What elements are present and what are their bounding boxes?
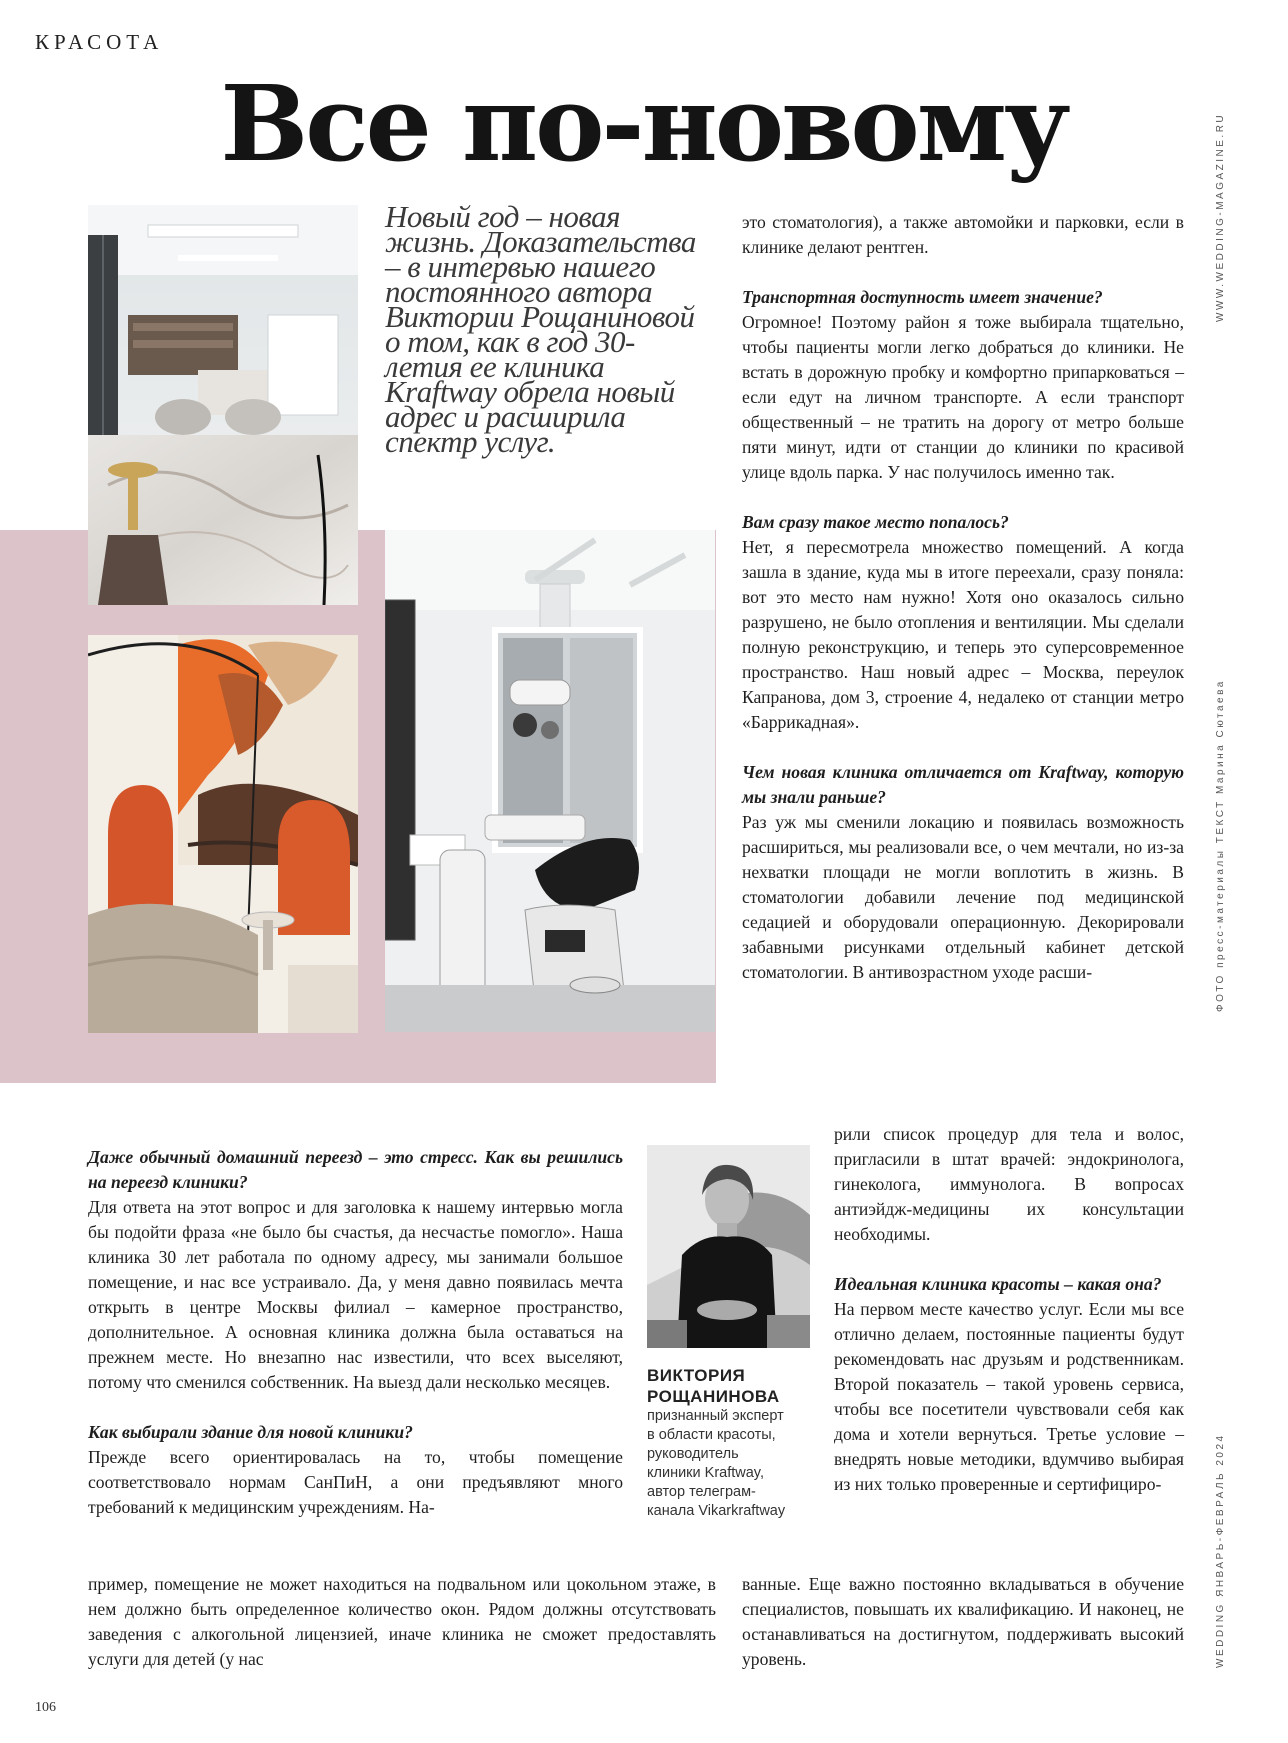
answer-4: Нет, я пересмотрела множество помещений. А когда зашла в здание, куда мы в итоге переехали, сразу поняла: вот это место нам нужно! Хотя оно оказалось сильно разрушено, не было отопления и вентиляции. Мы сделали полную реконструкцию, и теперь это суперсовременное пространство. Наш новый адрес – Москва, переулок Капранова, дом 3, строение 4, недалеко от станции метро «Баррикадная». [742, 537, 1184, 732]
answer-6: На первом месте качество услуг. Если мы все отлично делаем, постоянные пациенты будут рекомендовать нас друзьям и родственникам. Второй показатель – такой уровень сервиса, чтобы все посетители чувствовали себя как дома и хотели вернуться. Третье условие – внедрять новые методики, вдумчиво выбирая из них только проверенные и сертифициро- [834, 1299, 1184, 1494]
question-4: Вам сразу такое место попалось? [742, 512, 1009, 532]
lounge-photo [88, 635, 358, 1033]
article-title: Все по-новому [220, 62, 1068, 185]
question-3: Транспортная доступность имеет значение? [742, 287, 1103, 307]
left-column [88, 1145, 623, 1520]
caption-desc-2: в области красоты, [647, 1427, 776, 1443]
lobby-photo [88, 205, 358, 605]
answer-5: Раз уж мы сменили локацию и появилась возможность расшириться, мы реализовали все, о чем мечтали, но из-за нехватки площади не могли воплотить в жизнь. В стоматологии добавили лечение под медицинской седацией и оборудовали операционную. Декорировали забавными рисунками отдельный кабинет детской стоматологии. В антивозрастном уходе расши- [742, 812, 1184, 982]
caption-desc-4: клиники Kraftway, [647, 1465, 765, 1481]
article-lede: Новый год – новая жизнь. Доказательства – в интервью нашего постоянного автора Виктории Рощаниновой о том, как в год 30-летия ее клиника Kraftway обрела новый адрес и расширила спектр услуг. [385, 199, 696, 459]
portrait-caption [647, 1365, 827, 1521]
portrait-photo [647, 1145, 810, 1348]
caption-desc-3: руководитель [647, 1446, 739, 1462]
right-column-narrow [834, 1122, 1184, 1497]
dental-room-photo [385, 530, 715, 1032]
left-column-bottom [88, 1572, 716, 1672]
right-column-bottom [742, 1572, 1184, 1672]
question-6: Идеальная клиника красоты – какая она? [834, 1274, 1162, 1294]
right-column-top [742, 210, 1184, 985]
answer-5-cont: рили список процедур для тела и волос, пригласили в штат врачей: эндокринолога, гинеколога, иммунолога. В вопросах антиэйдж-медицины их консультации необходимы. [834, 1124, 1184, 1244]
caption-desc-6: канала Vikarkraftway [647, 1503, 786, 1519]
question-2: Как выбирали здание для новой клиники? [88, 1422, 413, 1442]
caption-desc-5: автор телеграм- [647, 1484, 756, 1500]
caption-desc-1: признанный эксперт [647, 1408, 784, 1424]
answer-2: Прежде всего ориентировалась на то, чтобы помещение соответствовало нормам СанПиН, а они предъявляют много требований к медицинским учреждениям. На- [88, 1447, 623, 1517]
section-label: КРАСОТА [35, 30, 164, 54]
answer-1: Для ответа на этот вопрос и для заголовка к нашему интервью могла бы подойти фраза «не было бы счастья, да несчастье помогло». Наша клиника 30 лет работала по одному адресу, мы занимали большое помещение, и нас все устраивало. Да, у меня давно появилась мечта открыть в центре Москвы филиал – камерное пространство, дополнительное. А основная клиника должна была оставаться на прежнем месте. Но внезапно нас известили, что всех выселяют, потому что сменился собственник. На выезд дали несколько месяцев. [88, 1197, 623, 1392]
question-5: Чем новая клиника отличается от Kraftway, которую мы знали раньше? [742, 762, 1184, 807]
answer-6-cont: ванные. Еще важно постоянно вкладываться в обучение специалистов, повышать их квалификацию. И наконец, не останавливаться на достигнутом, поддерживать высокий уровень. [742, 1574, 1184, 1669]
question-1: Даже обычный домашний переезд – это стресс. Как вы решились на переезд клиники? [88, 1147, 623, 1192]
answer-3: Огромное! Поэтому район я тоже выбирала тщательно, чтобы пациенты могли легко добраться до клиники. Не встать в дорожную пробку и комфортно припарковаться – если едут на личном транспорте. А если транспорт общественный – не тратить на дорогу от метро больше пяти минут, идти от станции до клиники по красивой улице вдоль парка. У нас получилось именно так. [742, 312, 1184, 482]
issue-label: WEDDING ЯНВАРЬ-ФЕВРАЛЬ 2024 [1215, 1433, 1226, 1668]
answer-2-cont: пример, помещение не может находиться на подвальном или цокольном этаже, в нем должно быть определенное количество окон. Рядом должны отсутствовать заведения с алкогольной лицензией, иначе клиника не сможет предоставлять услуги для детей (у нас [88, 1574, 716, 1669]
website-label: WWW.WEDDING-MAGAZINE.RU [1215, 112, 1226, 322]
caption-name-line2: РОЩАНИНОВА [647, 1387, 780, 1406]
credits-label: ФОТО пресс-материалы ТЕКСТ Марина Сютаева [1215, 679, 1226, 1012]
answer-2-end: это стоматология), а также автомойки и парковки, если в клинике делают рентген. [742, 212, 1184, 257]
caption-name-line1: ВИКТОРИЯ [647, 1366, 746, 1385]
page-number: 106 [35, 1700, 56, 1715]
